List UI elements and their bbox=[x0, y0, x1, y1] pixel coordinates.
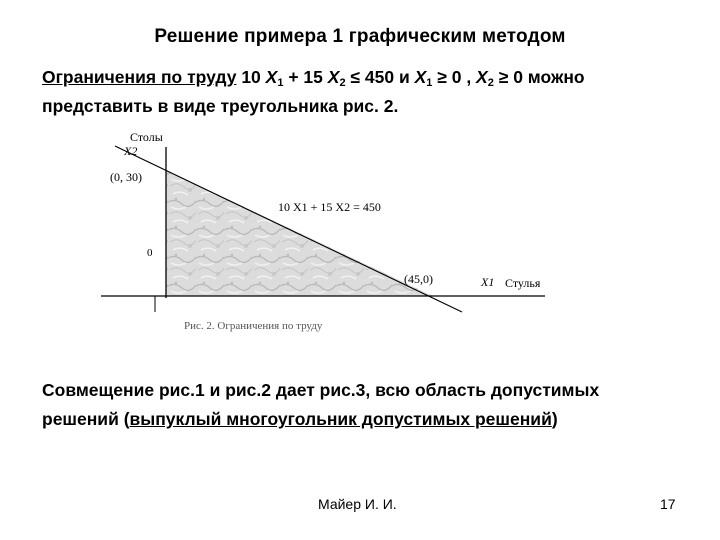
page-number: 17 bbox=[660, 496, 676, 512]
sub-1: 1 bbox=[426, 77, 433, 89]
x-axis-word: Стулья bbox=[505, 276, 541, 290]
equation-label: 10 X1 + 15 X2 = 450 bbox=[278, 200, 381, 214]
y-axis-var: X2 bbox=[124, 144, 138, 158]
combination-line-1: Совмещение рис.1 и рис.2 дает рис.3, всю область допустимых bbox=[42, 380, 600, 400]
var-x2: X bbox=[327, 67, 340, 87]
constraint-line-2: представить в виде треугольника рис. 2. bbox=[42, 96, 399, 116]
paren-open-text: решений ( bbox=[42, 409, 130, 429]
var-x2: X bbox=[476, 67, 488, 87]
combination-paragraph bbox=[42, 376, 692, 434]
sub-2: 2 bbox=[487, 77, 494, 89]
constraint-lead-link[interactable]: Ограничения по труду bbox=[42, 67, 237, 87]
sub-2: 2 bbox=[339, 77, 346, 89]
slide-title: Решение примера 1 графическим методом bbox=[154, 26, 566, 47]
figure-caption: Рис. 2. Ограничения по труду bbox=[184, 320, 323, 332]
rhs-text: ≤ 450 и bbox=[345, 67, 415, 87]
feasible-polygon-link[interactable]: выпуклый многоугольник допустимых решений bbox=[129, 409, 552, 429]
footer-author: Майер И. И. bbox=[318, 496, 397, 512]
nonneg-text: ≥ 0 можно bbox=[493, 67, 585, 87]
feasible-region bbox=[166, 170, 433, 296]
coef-text: 10 bbox=[241, 67, 266, 87]
nonneg-text: ≥ 0 , bbox=[432, 67, 477, 87]
y-intercept-label: (0, 30) bbox=[110, 170, 142, 184]
x-intercept-label: (45,0) bbox=[404, 272, 433, 286]
x-axis-var: X1 bbox=[481, 275, 495, 289]
coef-text: + 15 bbox=[283, 67, 328, 87]
paren-close-text: ) bbox=[551, 409, 558, 429]
sub-1: 1 bbox=[277, 77, 284, 89]
combination-line-2 bbox=[42, 405, 692, 434]
y-axis-word: Столы bbox=[130, 130, 163, 144]
var-x1: X bbox=[414, 67, 427, 87]
origin-label: 0 bbox=[147, 247, 153, 259]
var-x1: X bbox=[265, 67, 278, 87]
